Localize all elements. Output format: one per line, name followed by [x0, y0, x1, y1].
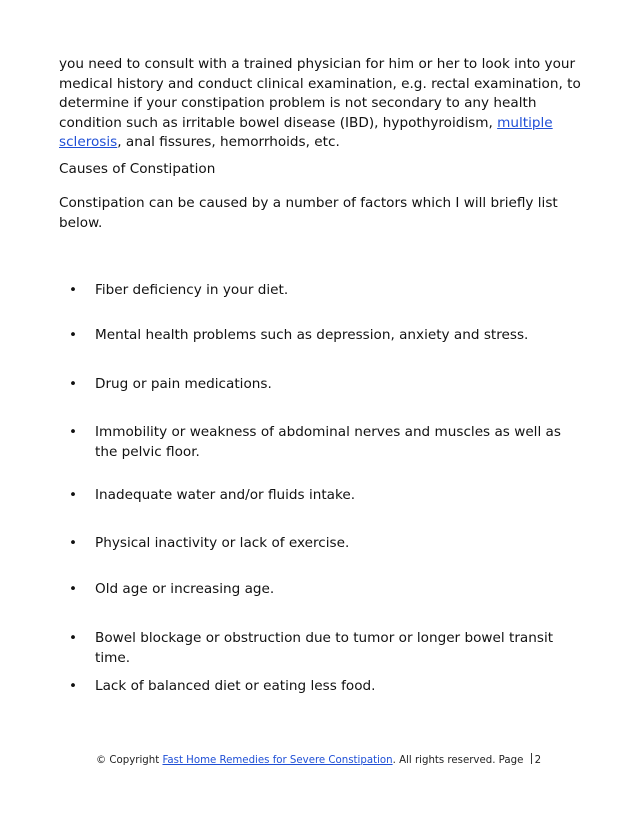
multiple-sclerosis-link[interactable]: multiple sclerosis [59, 114, 553, 151]
list-item-text: Drug or pain medications. [95, 376, 272, 392]
bullet-icon: • [69, 327, 78, 343]
list-item [69, 676, 579, 696]
list-item [69, 533, 579, 553]
list-item-text: Immobility or weakness of abdominal nerves and muscles as well as the pelvic floor. [95, 424, 561, 460]
list-item-text: Inadequate water and/or fluids intake. [95, 487, 356, 503]
list-item [69, 485, 579, 505]
bullet-icon: • [69, 581, 78, 597]
list-item-text: Lack of balanced diet or eating less food. [95, 678, 376, 694]
list-item [69, 374, 579, 394]
intro-text: you need to consult with a trained physician for him or her to look into your medical history and conduct clinical examination, e.g. rectal examination, to determine if your constipation problem is not secondary to any health condition such as irritable bowel disease (IBD), hypothyroidism, [59, 56, 581, 131]
page-number: 2 [534, 755, 542, 766]
copyright-text: © Copyright [96, 755, 160, 766]
bullet-icon: • [69, 630, 78, 646]
list-item-text: Mental health problems such as depression, anxiety and stress. [95, 327, 529, 343]
footer-title-link[interactable]: Fast Home Remedies for Severe Constipation [162, 755, 393, 766]
rights-text: . All rights reserved. Page [392, 755, 524, 766]
list-item-text: Old age or increasing age. [95, 581, 275, 597]
section-heading: Causes of Constipation [59, 161, 216, 177]
intro-paragraph [59, 55, 589, 153]
bullet-icon: • [69, 424, 78, 440]
bullet-icon: • [69, 376, 78, 392]
list-item-text: Bowel blockage or obstruction due to tumor or longer bowel transit time. [95, 630, 554, 666]
list-item [69, 628, 579, 668]
bullet-icon: • [69, 282, 78, 298]
intro-text-end: , anal fissures, hemorrhoids, etc. [117, 134, 340, 151]
list-item [69, 579, 579, 599]
bullet-icon: • [69, 487, 78, 503]
lead-paragraph: Constipation can be caused by a number of factors which I will briefly list below. [59, 195, 558, 231]
list-item-text: Fiber deficiency in your diet. [95, 282, 289, 298]
list-item-text: Physical inactivity or lack of exercise. [95, 535, 350, 551]
list-item [69, 325, 579, 345]
bullet-icon: • [69, 535, 78, 551]
page-separator [531, 753, 532, 764]
list-item [69, 280, 579, 300]
page-footer [96, 753, 541, 768]
list-item [69, 422, 579, 462]
bullet-icon: • [69, 678, 78, 694]
